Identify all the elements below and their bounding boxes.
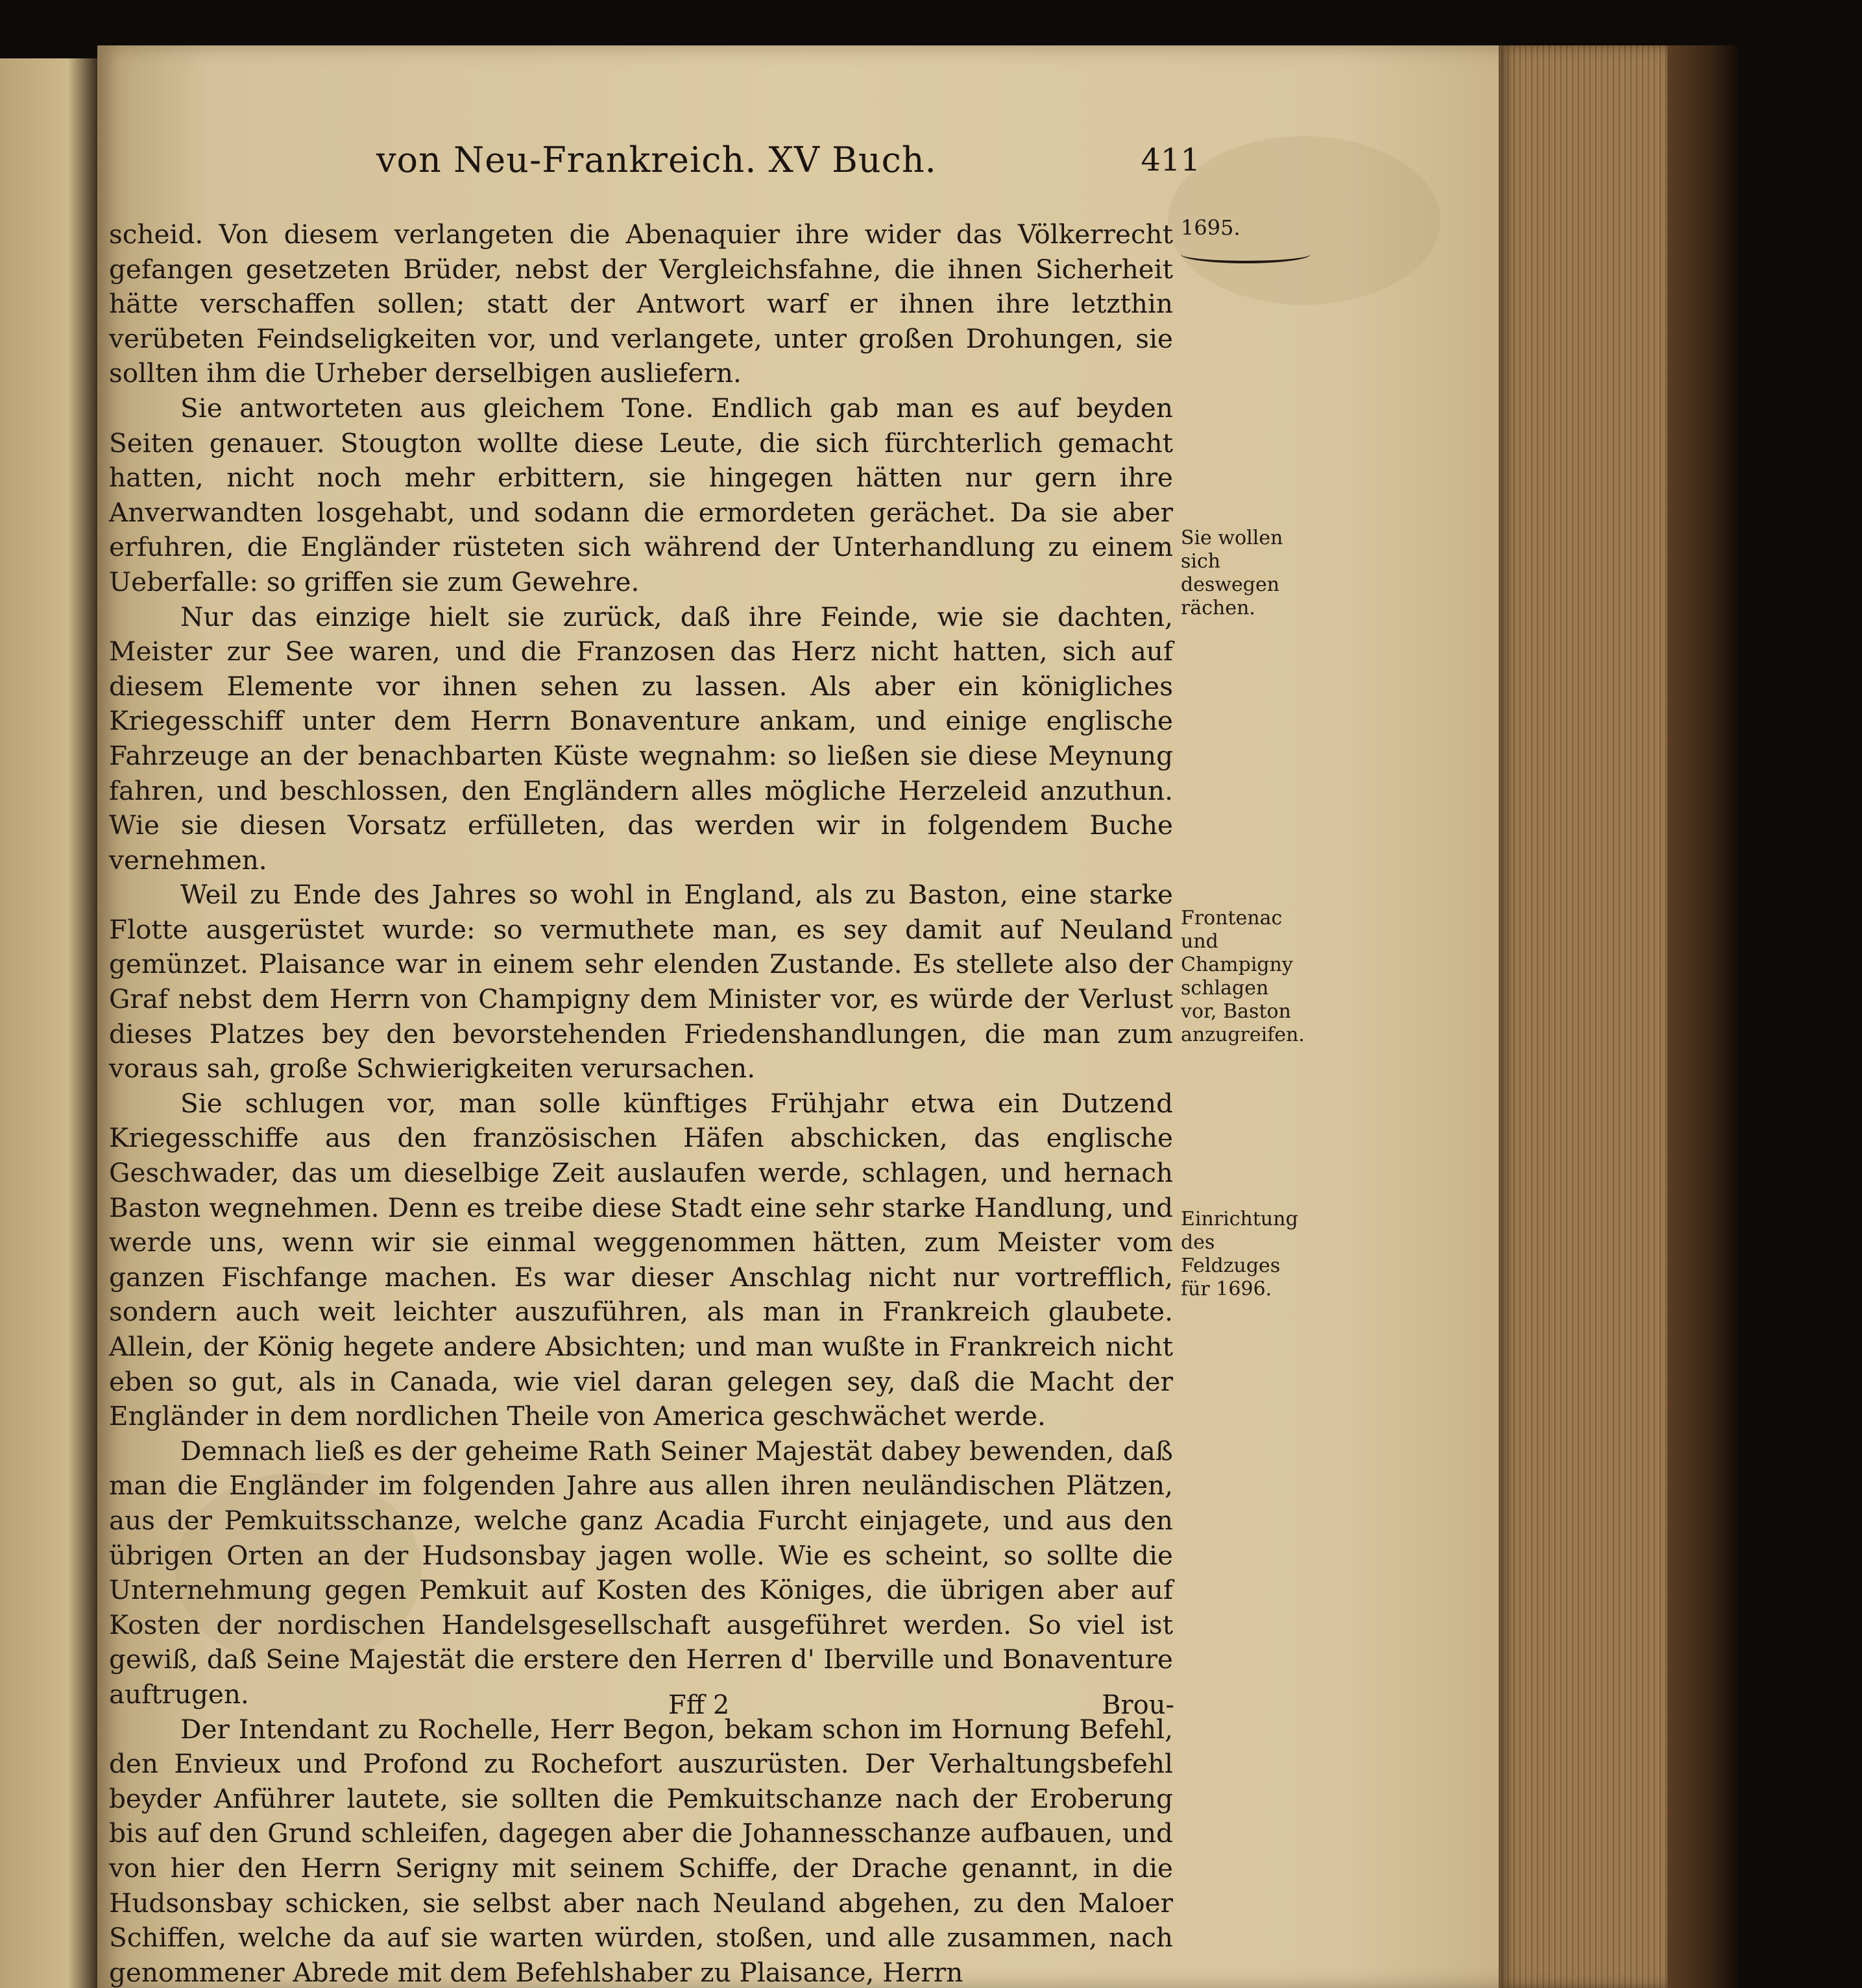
paragraph: Demnach ließ es der geheime Rath Seiner Majestät dabey bewenden, daß man die Engländer im folgenden Jahre aus allen ihren neuländischen Plätzen, aus der Pemkuitsschanze, welche ganz Acadia Furcht einjagete, und aus den übrigen Orten an der Hudsonsbay jagen wolle. Wie es scheint, so sollte die Unternehmung gegen Pemkuit auf Kosten des Königes, die übrigen aber auf Kosten der nordischen Handelsgesellschaft ausgeführet werden. So viel ist gewiß, daß Seine Majestät die erstere den Herren d' Iberville und Bonaventure auftrugen. (109, 1435, 1173, 1710)
page-header (272, 139, 1200, 198)
page-block-edge (1499, 45, 1667, 1988)
paragraph: scheid. Von diesem verlangeten die Abenaquier ihre wider das Völkerrecht gefangen gesetzeten Brüder, nebst der Vergleichsfahne, die ihnen Sicherheit hätte verschaffen sollen; statt der Antwort warf er ihnen ihre letzthin verübeten Feindseligkeiten vor, und verlangete, unter großen Drohungen, sie sollten ihm die Urheber derselbigen ausliefern. (109, 219, 1173, 389)
margin-year: 1695. (1181, 215, 1240, 240)
signature-mark: Fff 2 (668, 1690, 730, 1720)
page-footer (110, 1690, 1174, 1729)
margin-note-campaign: Einrichtung des Feldzuges für 1696. (1181, 1208, 1298, 1300)
running-title: von Neu-Frankreich. XV Buch. (376, 139, 937, 180)
margin-note-attack-plan: Frontenac und Champigny schlagen vor, Baston anzugreifen. (1181, 907, 1305, 1046)
paragraph: Sie antworteten aus gleichem Tone. Endlich gab man es auf beyden Seiten genauer. Stougton wollte diese Leute, die sich fürchterlich gemacht hatten, nicht noch mehr erbittern, sie hingegen hätten nur gern ihre Anverwandten losgehabt, und sodann die ermordeten gerächet. Da sie aber erfuhren, die Engländer rüsteten sich während der Unterhandlung zu einem Ueberfalle: so griffen sie zum Gewehre. (109, 392, 1173, 597)
page-number: 411 (1141, 142, 1200, 178)
book-binding (1667, 45, 1739, 1988)
year-brace (1181, 245, 1311, 263)
paragraph: Sie schlugen vor, man solle künftiges Frühjahr etwa ein Dutzend Kriegesschiffe aus den französischen Häfen abschicken, das englische Geschwader, das um dieselbige Zeit auslaufen werde, schlagen, und hernach Baston wegnehmen. Denn es treibe diese Stadt eine sehr starke Handlung, und werde uns, wenn wir sie einmal weggenommen hätten, zum Meister vom ganzen Fischfange machen. Es war dieser Anschlag nicht nur vortrefflich, sondern auch weit leichter auszuführen, als man in Frankreich glaubete. Allein, der König hegete andere Absichten; und man wußte in Frankreich nicht eben so gut, als in Canada, wie viel daran gelegen sey, daß die Macht der Engländer in dem nordlichen Theile von America geschwächet werde. (109, 1087, 1173, 1432)
paragraph: Der Intendant zu Rochelle, Herr Begon, bekam schon im Hornung Befehl, den Envieux und Profond zu Rochefort auszurüsten. Der Verhaltungsbefehl beyder Anführer lautete, sie sollten die Pemkuitschanze nach der Eroberung bis auf den Grund schleifen, dagegen aber die Johannesschanze aufbauen, und von hier den Herrn Serigny mit seinem Schiffe, der Drache genannt, in die Hudsonsbay schicken, sie selbst aber nach Neuland abgehen, zu den Maloer Schiffen, welche da auf sie warten würden, stoßen, und alle zusammen, nach genommener Abrede mit dem Befehlshaber zu Plaisance, Herrn (109, 1713, 1173, 1988)
paragraph: Weil zu Ende des Jahres so wohl in England, als zu Baston, eine starke Flotte ausgerüstet wurde: so vermuthete man, es sey damit auf Neuland gemünzet. Plaisance war in einem sehr elenden Zustande. Es stellete also der Graf nebst dem Herrn von Champigny dem Minister vor, es würde der Verlust dieses Platzes bey den bevorstehenden Friedenshandlungen, die man zum voraus sah, große Schwierigkeiten verursachen. (109, 879, 1173, 1084)
previous-page-edge (0, 58, 97, 1988)
paragraph: Nur das einzige hielt sie zurück, daß ihre Feinde, wie sie dachten, Meister zur See waren, und die Franzosen das Herz nicht hatten, sich auf diesem Elemente vor ihnen sehen zu lassen. Als aber ein königliches Kriegesschiff unter dem Herrn Bonaventure ankam, und einige englische Fahrzeuge an der benachbarten Küste wegnahm: so ließen sie diese Meynung fahren, und beschlossen, den Engländern alles mögliche Herzeleid anzuthun. Wie sie diesen Vorsatz erfülleten, das werden wir in folgendem Buche vernehmen. (109, 601, 1173, 876)
catchword: Brou- (1102, 1690, 1174, 1720)
margin-note-revenge: Sie wollen sich deswegen rächen. (1181, 527, 1283, 619)
